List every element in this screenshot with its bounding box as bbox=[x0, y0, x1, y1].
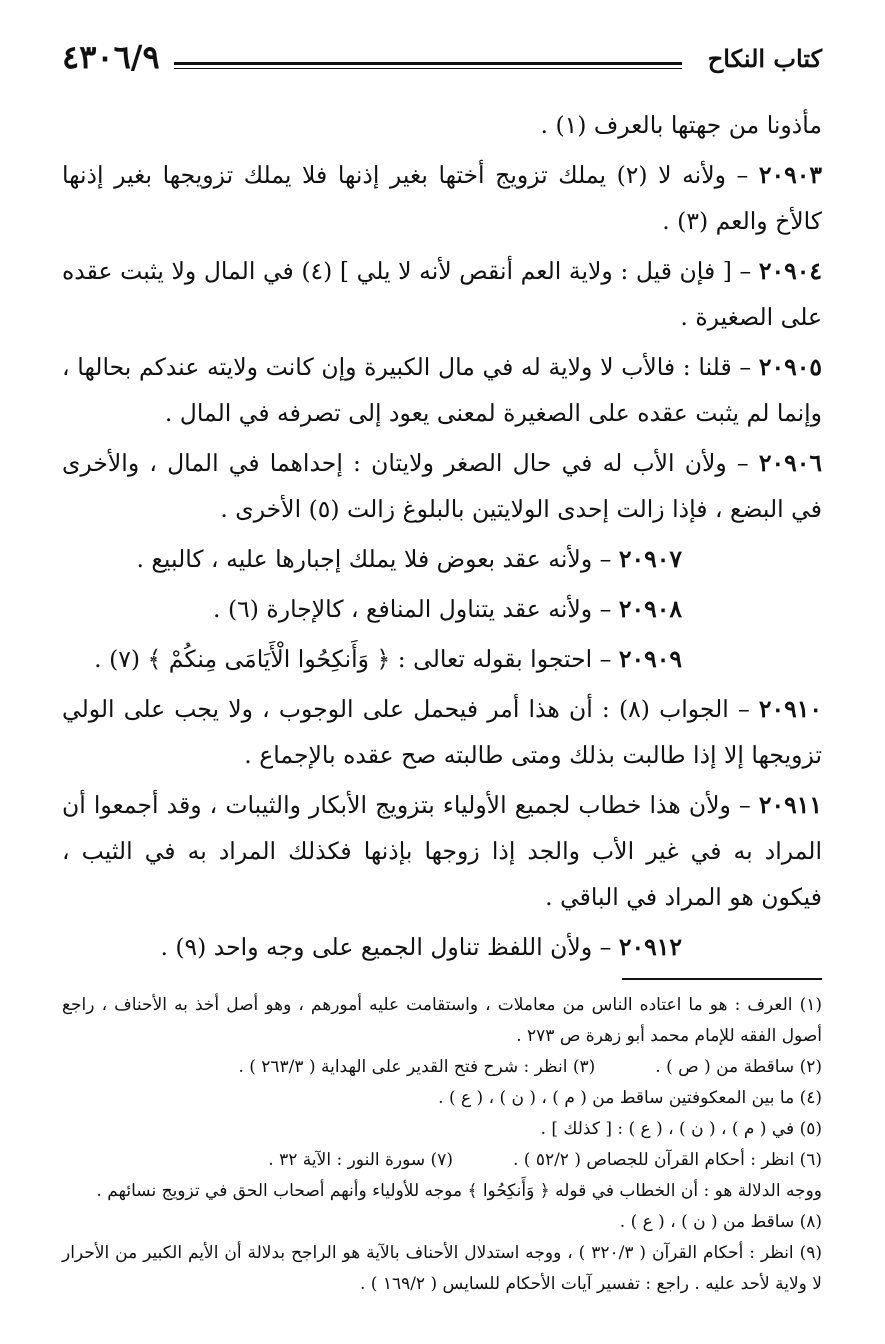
paragraph-text: – ولأنه عقد يتناول المنافع ، كالإجارة (٦) . bbox=[213, 595, 612, 623]
document-page bbox=[62, 38, 822, 1300]
paragraph-text: – [ فإن قيل : ولاية العم أنقص لأنه لا يلي ] (٤) في المال ولا يثبت عقده على الصغيرة . bbox=[62, 257, 822, 331]
footnote-separator bbox=[622, 978, 822, 980]
paragraph-text: – قلنا : فالأب لا ولاية له في مال الكبيرة وإن كانت ولايته عندكم بحالها ، وإنما لم يثبت عقده على الصغيرة لمعنى يعود إلى تصرفه في المال . bbox=[62, 353, 822, 427]
paragraph-20911 bbox=[62, 782, 822, 920]
paragraph-number: ٢٠٩٠٩ bbox=[618, 645, 682, 673]
paragraph-number: ٢٠٩٠٣ bbox=[758, 161, 823, 189]
footnote-3: (٣) انظر : شرح فتح القدير على الهداية ( ٢٦٣/٣ ) . bbox=[238, 1057, 596, 1077]
paragraph-number: ٢٠٩١٠ bbox=[758, 695, 822, 723]
footnote-5: (٥) في ( م ) ، ( ن ) ، ( ع ) : [ كذلك ] . bbox=[540, 1119, 822, 1139]
paragraph-number: ٢٠٩٠٥ bbox=[758, 353, 822, 381]
paragraph-text: – ولأن هذا خطاب لجميع الأولياء بتزويج الأبكار والثيبات ، وقد أجمعوا أن المراد به في غير الأب والجد إذا زوجها بإذنها فكذلك المراد به في الثيب ، فيكون هو المراد في الباقي . bbox=[62, 791, 822, 911]
footnote-2: (٢) ساقطة من ( ص ) . bbox=[655, 1057, 822, 1077]
footnote-6: (٦) انظر : أحكام القرآن للجصاص ( ٥٢/٢ ) . bbox=[512, 1150, 822, 1170]
paragraph-number: ٢٠٩٠٨ bbox=[618, 595, 682, 623]
paragraph-text: – ولأن اللفظ تناول الجميع على وجه واحد (٩) . bbox=[160, 933, 612, 961]
paragraph-text: – ولأن الأب له في حال الصغر ولايتان : إحداهما في المال ، والأخرى في البضع ، فإذا زالت إحدى الولايتين بالبلوغ زالت (٥) الأخرى . bbox=[62, 449, 822, 523]
paragraph-text: – ولأنه لا (٢) يملك تزويج أختها بغير إذنها فلا يملك تزويجها بغير إذنها كالأخ والعم (٣) . bbox=[62, 161, 822, 235]
body-text bbox=[62, 102, 822, 970]
footnote-4: (٤) ما بين المعكوفتين ساقط من ( م ) ، ( ن ) ، ( ع ) . bbox=[438, 1088, 822, 1108]
paragraph-text: – الجواب (٨) : أن هذا أمر فيحمل على الوجوب ، ولا يجب على الولي تزويجها إلا إذا طالبت بذلك ومتى طالبته صح عقده بالإجماع . bbox=[62, 695, 822, 769]
paragraph-text: – ولأنه عقد بعوض فلا يملك إجبارها عليه ، كالبيع . bbox=[136, 545, 612, 573]
paragraph-number: ٢٠٩٠٤ bbox=[758, 257, 822, 285]
footnote-row bbox=[62, 1145, 822, 1176]
book-title: كتاب النكاح bbox=[707, 44, 822, 73]
paragraph-20903 bbox=[62, 152, 822, 244]
footnote-7-continuation: ووجه الدلالة هو : أن الخطاب في قوله ﴿ وَأَنكِحُوا ﴾ موجه للأولياء وأنهم أصحاب الحق في تزويج نسائهم . bbox=[96, 1181, 822, 1201]
footnote-9: (٩) انظر : أحكام القرآن ( ٣٢٠/٣ ) ، ووجه استدلال الأحناف بالآية هو الراجح بدلالة أن الأيم الكبير من الأحرار لا ولاية لأحد عليه . راجع : تفسير آيات الأحكام للسايس ( ١٦٩/٢ ) . bbox=[62, 1243, 822, 1294]
paragraph-20905 bbox=[62, 344, 822, 436]
paragraph-20910 bbox=[62, 686, 822, 778]
footnote-8: (٨) ساقط من ( ن ) ، ( ع ) . bbox=[619, 1212, 822, 1232]
paragraph-20904 bbox=[62, 248, 822, 340]
footnote-1: (١) العرف : هو ما اعتاده الناس من معاملات ، واستقامت عليه أمورهم ، وهو أصل أخذ به الأحناف ، راجع أصول الفقه للإمام محمد أبو زهرة ص ٢٧٣ . bbox=[62, 995, 822, 1046]
paragraph-20908 bbox=[62, 586, 822, 632]
footnotes bbox=[62, 990, 822, 1300]
paragraph-intro bbox=[62, 102, 822, 148]
paragraph-number: ٢٠٩١١ bbox=[758, 791, 822, 819]
paragraph-20909 bbox=[62, 636, 822, 682]
footnote-7: (٧) سورة النور : الآية ٣٢ . bbox=[268, 1150, 453, 1170]
paragraph-number: ٢٠٩٠٦ bbox=[758, 449, 822, 477]
page-number: ٤٣٠٦/٩ bbox=[62, 38, 160, 76]
footnote-row bbox=[62, 1052, 822, 1083]
paragraph-20912 bbox=[62, 924, 822, 970]
paragraph-20906 bbox=[62, 440, 822, 532]
paragraph-number: ٢٠٩١٢ bbox=[618, 933, 682, 961]
paragraph-text: – احتجوا بقوله تعالى : ﴿ وَأَنكِحُوا الْأَيَامَى مِنكُمْ ﴾ (٧) . bbox=[94, 645, 612, 673]
header-rule bbox=[174, 62, 682, 69]
paragraph-text: مأذونا من جهتها بالعرف (١) . bbox=[540, 111, 822, 139]
paragraph-number: ٢٠٩٠٧ bbox=[618, 545, 682, 573]
paragraph-20907 bbox=[62, 536, 822, 582]
page-header bbox=[62, 38, 822, 92]
